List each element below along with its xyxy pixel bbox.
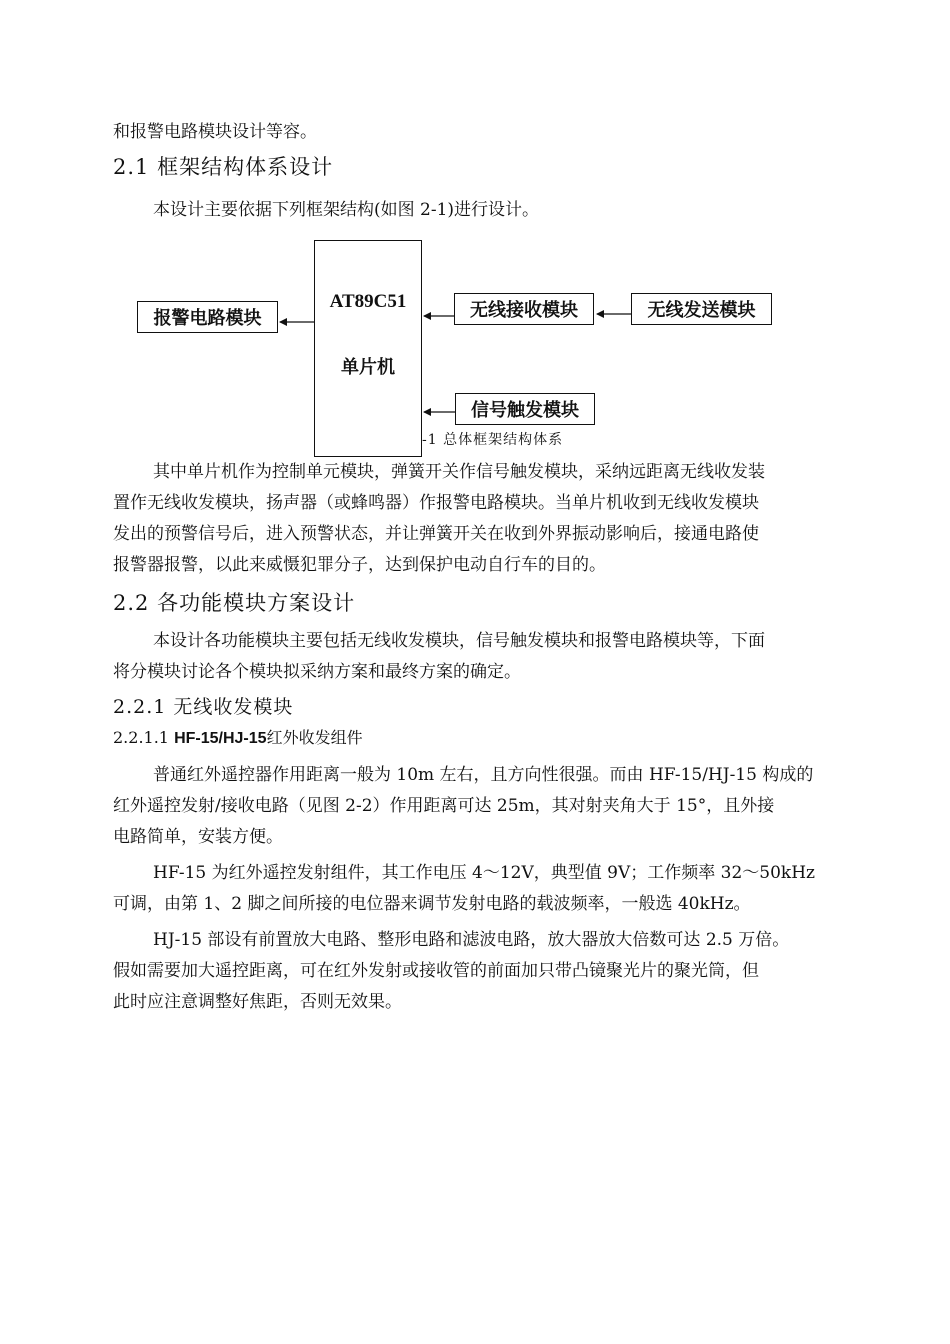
alarm-module-box: 报警电路模块 — [137, 301, 278, 333]
heading-2-2: 2.2 各功能模块方案设计 — [113, 591, 356, 615]
paragraph-mcu-line-4: 报警器报警，以此来威慑犯罪分子，达到保护电动自行车的目的。 — [113, 555, 606, 575]
wireless-send-module-box: 无线发送模块 — [631, 293, 772, 325]
paragraph-intro: 和报警电路模块设计等容。 — [113, 122, 317, 142]
paragraph-mcu-line-3: 发出的预警信号后，进入预警状态，并让弹簧开关在收到外界振动影响后，接通电路使 — [113, 524, 759, 544]
paragraph-modules-line-2: 将分模块讨论各个模块拟采纳方案和最终方案的确定。 — [113, 662, 521, 682]
paragraph-mcu-line-1: 其中单片机作为控制单元模块，弹簧开关作信号触发模块，采纳远距离无线收发装 — [153, 462, 765, 482]
paragraph-infrared-line-3: 电路简单，安装方便。 — [113, 827, 283, 847]
mcu-label: 单片机 — [341, 357, 395, 378]
signal-trigger-module-box: 信号触发模块 — [455, 393, 595, 425]
paragraph-hf15-line-2: 可调，由第 1、2 脚之间所接的电位器来调节发射电路的载波频率，一般选 40kHz。 — [113, 894, 751, 914]
paragraph-modules-line-1: 本设计各功能模块主要包括无线收发模块，信号触发模块和报警电路模块等，下面 — [153, 631, 765, 651]
paragraph-framework: 本设计主要依据下列框架结构(如图 2-1)进行设计。 — [153, 200, 540, 220]
heading-2-2-1: 2.2.1 无线收发模块 — [113, 696, 294, 718]
paragraph-mcu-line-2: 置作无线收发模块，扬声器（或蜂鸣器）作报警电路模块。当单片机收到无线收发模块 — [113, 493, 759, 513]
mcu-model: AT89C51 — [329, 291, 407, 312]
paragraph-hj15-line-1: HJ-15 部设有前置放大电路、整形电路和滤波电路，放大器放大倍数可达 2.5 万倍。 — [153, 930, 790, 950]
paragraph-hf15-line-1: HF-15 为红外遥控发射组件，其工作电压 4～12V，典型值 9V；工作频率 32～50kHz — [153, 863, 816, 883]
heading-2-2-1-1-title: 红外收发组件 — [266, 728, 363, 747]
heading-2-2-1-1 — [113, 728, 363, 749]
paragraph-infrared-line-1: 普通红外遥控器作用距离一般为 10m 左右，且方向性很强。而由 HF-15/HJ-15 构成的 — [153, 765, 814, 785]
figure-caption: -1 总体框架结构体系 — [422, 432, 564, 448]
paragraph-infrared-line-2: 红外遥控发射/接收电路（见图 2-2）作用距离可达 25m，其对射夹角大于 15°，且外接 — [113, 796, 775, 816]
wireless-receive-module-box: 无线接收模块 — [454, 293, 594, 325]
heading-2-2-1-1-part: HF-15/HJ-15 — [174, 730, 267, 747]
diagram-arrows — [0, 0, 950, 500]
heading-2-2-1-1-number: 2.2.1.1 — [113, 728, 169, 747]
paragraph-hj15-line-3: 此时应注意调整好焦距，否则无效果。 — [113, 992, 402, 1012]
heading-2-1: 2.1 框架结构体系设计 — [113, 155, 334, 179]
paragraph-hj15-line-2: 假如需要加大遥控距离，可在红外发射或接收管的前面加只带凸镜聚光片的聚光筒，但 — [113, 961, 759, 981]
